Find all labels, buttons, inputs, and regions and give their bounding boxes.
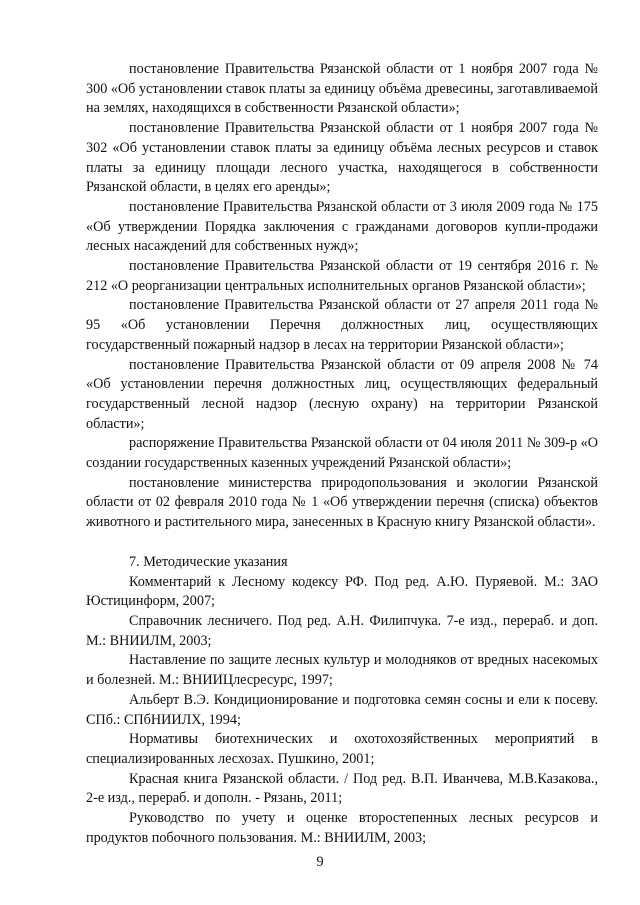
legal-act-item: постановление Правительства Рязанской области от 3 июля 2009 года № 175 «Об утверждении Порядка заключения с гражданами договоров купли-продажи лесных насаждений для собственных нужд»; bbox=[86, 198, 598, 255]
reference-item: Красная книга Рязанской области. / Под ред. В.П. Иванчева, М.В.Казакова., 2-е изд., перераб. и дополн. - Рязань, 2011; bbox=[86, 770, 598, 807]
legal-act-item: постановление Правительства Рязанской области от 19 сентября 2016 г. № 212 «О реорганизации центральных исполнительных органов Рязанской области»; bbox=[86, 258, 598, 294]
reference-item: Альберт В.Э. Кондиционирование и подготовка семян сосны и ели к посеву. СПб.: СПбНИИЛХ, 1994; bbox=[86, 691, 598, 728]
legal-act-item: постановление Правительства Рязанской области от 09 апреля 2008 № 74 «Об установлении перечня должностных лиц, осуществляющих федеральный государственный лесной надзор (лесную охрану) на территории Рязанской области»; bbox=[86, 356, 598, 432]
legal-act-item: постановление Правительства Рязанской области от 27 апреля 2011 года № 95 «Об установлении Перечня должностных лиц, осуществляющих государственный пожарный надзор в лесах на территории Рязанской области»; bbox=[86, 297, 598, 353]
reference-item: Справочник лесничего. Под ред. А.Н. Филипчука. 7-е изд., перераб. и доп. М.: ВНИИЛМ, 2003; bbox=[86, 612, 598, 649]
legal-act-item: постановление министерства природопользования и экологии Рязанской области от 02 февраля 2010 года № 1 «Об утверждении перечня (списка) объектов животного и растительного мира, занесенных в Красную книгу Рязанской области». bbox=[86, 474, 598, 531]
legal-act-item: постановление Правительства Рязанской области от 1 ноября 2007 года № 302 «Об установлении ставок платы за единицу объёма лесных ресурсов и ставок платы за единицу площади лесного участка, находящегося в собственности Рязанской области, в целях его аренды»; bbox=[86, 120, 598, 196]
reference-item: Комментарий к Лесному кодексу РФ. Под ред. А.Ю. Пуряевой. М.: ЗАО Юстицинформ, 2007; bbox=[86, 573, 598, 610]
reference-item: Руководство по учету и оценке второстепенных лесных ресурсов и продуктов побочного пользования. М.: ВНИИЛМ, 2003; bbox=[86, 810, 598, 846]
legal-act-item: постановление Правительства Рязанской области от 1 ноября 2007 года № 300 «Об установлении ставок платы за единицу объёма древесины, заготавливаемой на землях, находящихся в собственности Рязанской области»; bbox=[86, 61, 598, 117]
legal-act-item: распоряжение Правительства Рязанской области от 04 июля 2011 № 309-р «О создании государственных казенных учреждений Рязанской области»; bbox=[86, 435, 598, 472]
section-heading: 7. Методические указания bbox=[129, 553, 288, 570]
reference-item: Нормативы биотехнических и охотохозяйственных мероприятий в специализированных лесхозах. Пушкино, 2001; bbox=[86, 731, 598, 767]
page-number: 9 bbox=[316, 854, 324, 870]
body-text bbox=[86, 60, 598, 848]
reference-item: Наставление по защите лесных культур и молодняков от вредных насекомых и болезней. М.: ВНИИЦлесресурс, 1997; bbox=[86, 652, 598, 689]
